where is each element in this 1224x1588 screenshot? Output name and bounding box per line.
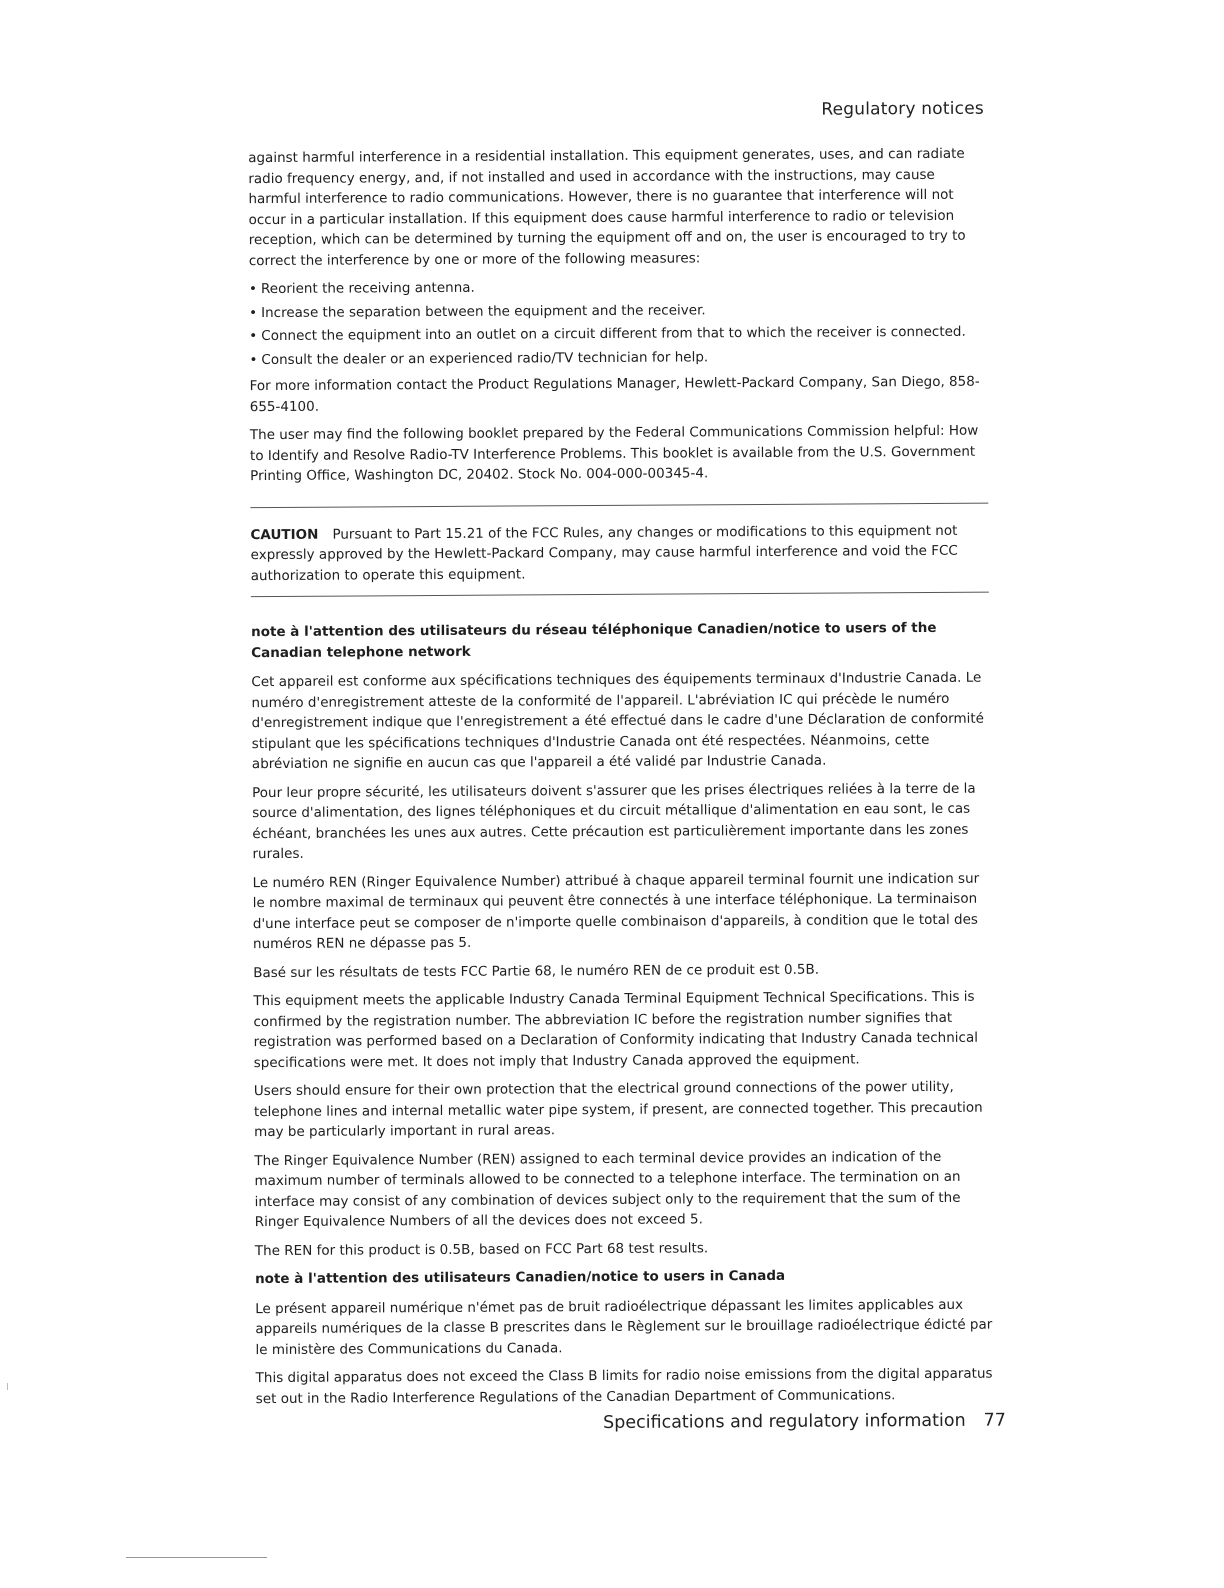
bullet-icon: • <box>249 351 258 368</box>
canada-users-paragraph: Le présent appareil numérique n'émet pas de bruit radioélectrique dépassant les limites applicables aux appareils numériques de la classe B prescrites dans le Règlement sur le brouillage radioélectrique édicté par le ministère des Communications du Canada. <box>255 1296 993 1358</box>
intro-paragraph: against harmful interference in a residential installation. This equipment generates, uses, and can radiate radio frequency energy, and, if not installed and used in accordance with the instructions, may cause harmful interference to radio communications. However, there is no guarantee that interference will not occur in a particular installation. If this equipment does cause harmful interference to radio or television reception, which can be determined by turning the equipment off and on, the user is encouraged to try to correct the interference by one or more of the following measures: <box>248 145 966 269</box>
caution-paragraph <box>250 520 988 586</box>
list-item-text: Reorient the receiving antenna. <box>260 279 475 298</box>
canadian-telephone-paragraph: The Ringer Equivalence Number (REN) assigned to each terminal device provides an indication of the maximum number of terminals allowed to be connected to a telephone interface. The termination on an interface may consist of any combination of devices subject only to the requirement that the sum of the Ringer Equivalence Numbers of all the devices does not exceed 5. <box>254 1148 961 1231</box>
canadian-telephone-paragraph: The REN for this product is 0.5B, based on FCC Part 68 test results. <box>254 1239 709 1259</box>
bullet-icon: • <box>249 328 258 345</box>
caution-box <box>250 502 989 597</box>
canadian-telephone-paragraph: Users should ensure for their own protection that the electrical ground connections of the power utility, telephone lines and internal metallic water pipe system, if present, are connected together. This precaution may be particularly important in rural areas. <box>253 1078 983 1141</box>
canadian-telephone-paragraph: Pour leur propre sécurité, les utilisateurs doivent s'assurer que les prises électriques reliées à la terre de la source d'alimentation, des lignes téléphoniques et du circuit métallique d'alimentation en eau sont, le cas échéant, branchées les unes aux autres. Cette précaution est particulièrement importante dans les zones rurales. <box>252 780 976 863</box>
list-item <box>249 345 987 370</box>
caution-label: CAUTION <box>250 526 319 543</box>
list-item <box>249 275 987 300</box>
list-item <box>249 298 987 323</box>
canadian-telephone-paragraph: This equipment meets the applicable Industry Canada Terminal Equipment Technical Specifications. This is confirmed by the registration number. The abbreviation IC before the registration number signifies that registration was performed based on a Declaration of Conformity indicating that Industry Canada technical specifications were met. It does not imply that Industry Canada approved the equipment. <box>253 988 979 1071</box>
canada-users-heading: note à l'attention des utilisateurs Canadien/notice to users in Canada <box>254 1267 786 1288</box>
page-content <box>248 144 994 1417</box>
canadian-telephone-paragraph: Cet appareil est conforme aux spécifications techniques des équipements terminaux d'Industrie Canada. Le numéro d'enregistrement atteste de la conformité de l'appareil. L'abréviation IC qui précède le numéro d'enregistrement indique que l'enregistrement a été effectué dans le cadre d'une Déclaration de conformité stipulant que les spécifications techniques d'Industrie Canada ont été respectées. Néanmoins, cette abréviation ne signifie en aucun cas que l'appareil a été validé par Industrie Canada. <box>251 669 985 773</box>
footer-section-title: Specifications and regulatory information <box>603 1410 966 1433</box>
caution-text: Pursuant to Part 15.21 of the FCC Rules, any changes or modifications to this equipment not expressly approved by the Hewlett-Packard Company, may cause harmful interference and void the FCC authorization to operate this equipment. <box>250 522 958 584</box>
booklet-paragraph: The user may find the following booklet prepared by the Federal Communications Commission helpful: How to Identify and Resolve Radio-TV Interference Problems. This booklet is available from the U.S. Government Printing Office, Washington DC, 20402. Stock No. 004-000-00345-4. <box>249 422 979 485</box>
canadian-telephone-paragraph: Le numéro REN (Ringer Equivalence Number) attribué à chaque appareil terminal fournit une indication sur le nombre maximal de terminaux qui peuvent être connectés à une interface téléphonique. La terminaison d'une interface peut se composer de n'importe quelle combinaison d'appareils, à condition que le total des numéros REN ne dépasse pas 5. <box>252 870 980 953</box>
bullet-icon: • <box>249 304 258 321</box>
page-number: 77 <box>983 1410 1006 1431</box>
list-item-text: Consult the dealer or an experienced radio/TV technician for help. <box>261 348 709 368</box>
page-footer <box>603 1411 1006 1433</box>
bullet-icon: • <box>248 281 258 298</box>
scan-artifact-tick <box>7 1383 8 1390</box>
list-item-text: Increase the separation between the equipment and the receiver. <box>261 301 706 321</box>
running-header: Regulatory notices <box>821 98 984 120</box>
list-item <box>249 322 987 347</box>
canadian-telephone-paragraph: Basé sur les résultats de tests FCC Partie 68, le numéro REN de ce produit est 0.5B. <box>253 961 820 981</box>
list-item-text: Connect the equipment into an outlet on a circuit different from that to which the receiver is connected. <box>261 323 966 345</box>
measures-list <box>249 275 988 371</box>
contact-paragraph: For more information contact the Product Regulations Manager, Hewlett-Packard Company, San Diego, 858-655-4100. <box>249 373 980 415</box>
scan-artifact-line <box>126 1557 267 1558</box>
canada-users-paragraph: This digital apparatus does not exceed the Class B limits for radio noise emissions from the digital apparatus set out in the Radio Interference Regulations of the Canadian Department of Communications. <box>255 1365 993 1407</box>
canadian-telephone-heading: note à l'attention des utilisateurs du réseau téléphonique Canadien/notice to users of the Canadian telephone network <box>251 619 937 661</box>
